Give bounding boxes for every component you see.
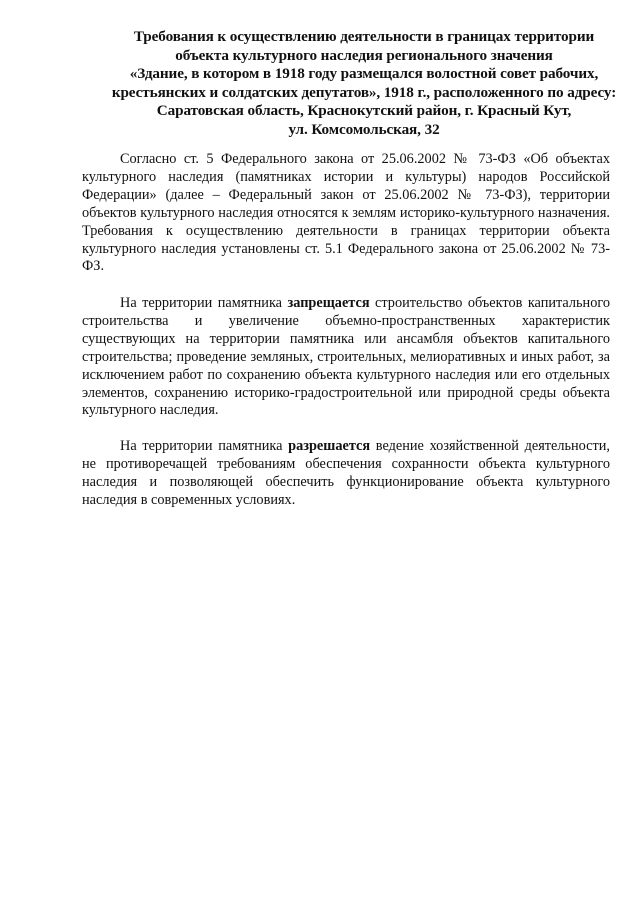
paragraph-legal-basis: Согласно ст. 5 Федерального закона от 25.06.2002 № 73-ФЗ «Об объектах культурного наследия (памятниках истории и культуры) народов Российской Федерации» (далее – Федеральный закон от 25.06.2002 № 73-ФЗ), территории объектов культурного наследия относятся к землям историко-культурного назначения. Требования к осуществлению деятельности в границах территории объекта культурного наследия установлены ст. 5.1 Федерального закона от 25.06.2002 № 73-ФЗ. bbox=[82, 151, 610, 275]
heading-line: Саратовская область, Краснокутский район, г. Красный Кут, bbox=[156, 102, 572, 119]
heading-line: ул. Комсомольская, 32 bbox=[288, 120, 440, 138]
paragraph-text: На территории памятника bbox=[120, 295, 288, 311]
paragraph-prohibited bbox=[82, 295, 610, 420]
prohibited-keyword: запрещается bbox=[287, 295, 370, 311]
paragraph-text: ведение хозяйственной деятельности, не противоречащей требованиям обеспечения сохранности объекта культурного наследия и позволяющей обеспечить функционирование объекта культурного наследия в современных условиях. bbox=[82, 438, 610, 508]
paragraph-text: строительство объектов капитального строительства и увеличение объемно-пространственных характеристик существующих на территории памятника или ансамбля объектов капитального строительства; проведение земляных, строительных, мелиоративных и иных работ, за исключением работ по сохранению объекта культурного наследия или его отдельных элементов, сохранению историко-градостроительной или природной среды объекта культурного наследия. bbox=[82, 295, 611, 419]
document-heading bbox=[104, 28, 624, 139]
paragraph-text: На территории памятника bbox=[120, 438, 289, 454]
heading-line: Требования к осуществлению деятельности в границах территории bbox=[133, 28, 595, 45]
permitted-keyword: разрешается bbox=[288, 438, 371, 454]
heading-line: объекта культурного наследия регионального значения bbox=[175, 46, 553, 64]
heading-line: крестьянских и солдатских депутатов», 1918 г., расположенного по адресу: bbox=[111, 83, 617, 101]
heading-line: «Здание, в котором в 1918 году размещался волостной совет рабочих, bbox=[129, 65, 599, 82]
paragraph-permitted bbox=[82, 438, 610, 510]
